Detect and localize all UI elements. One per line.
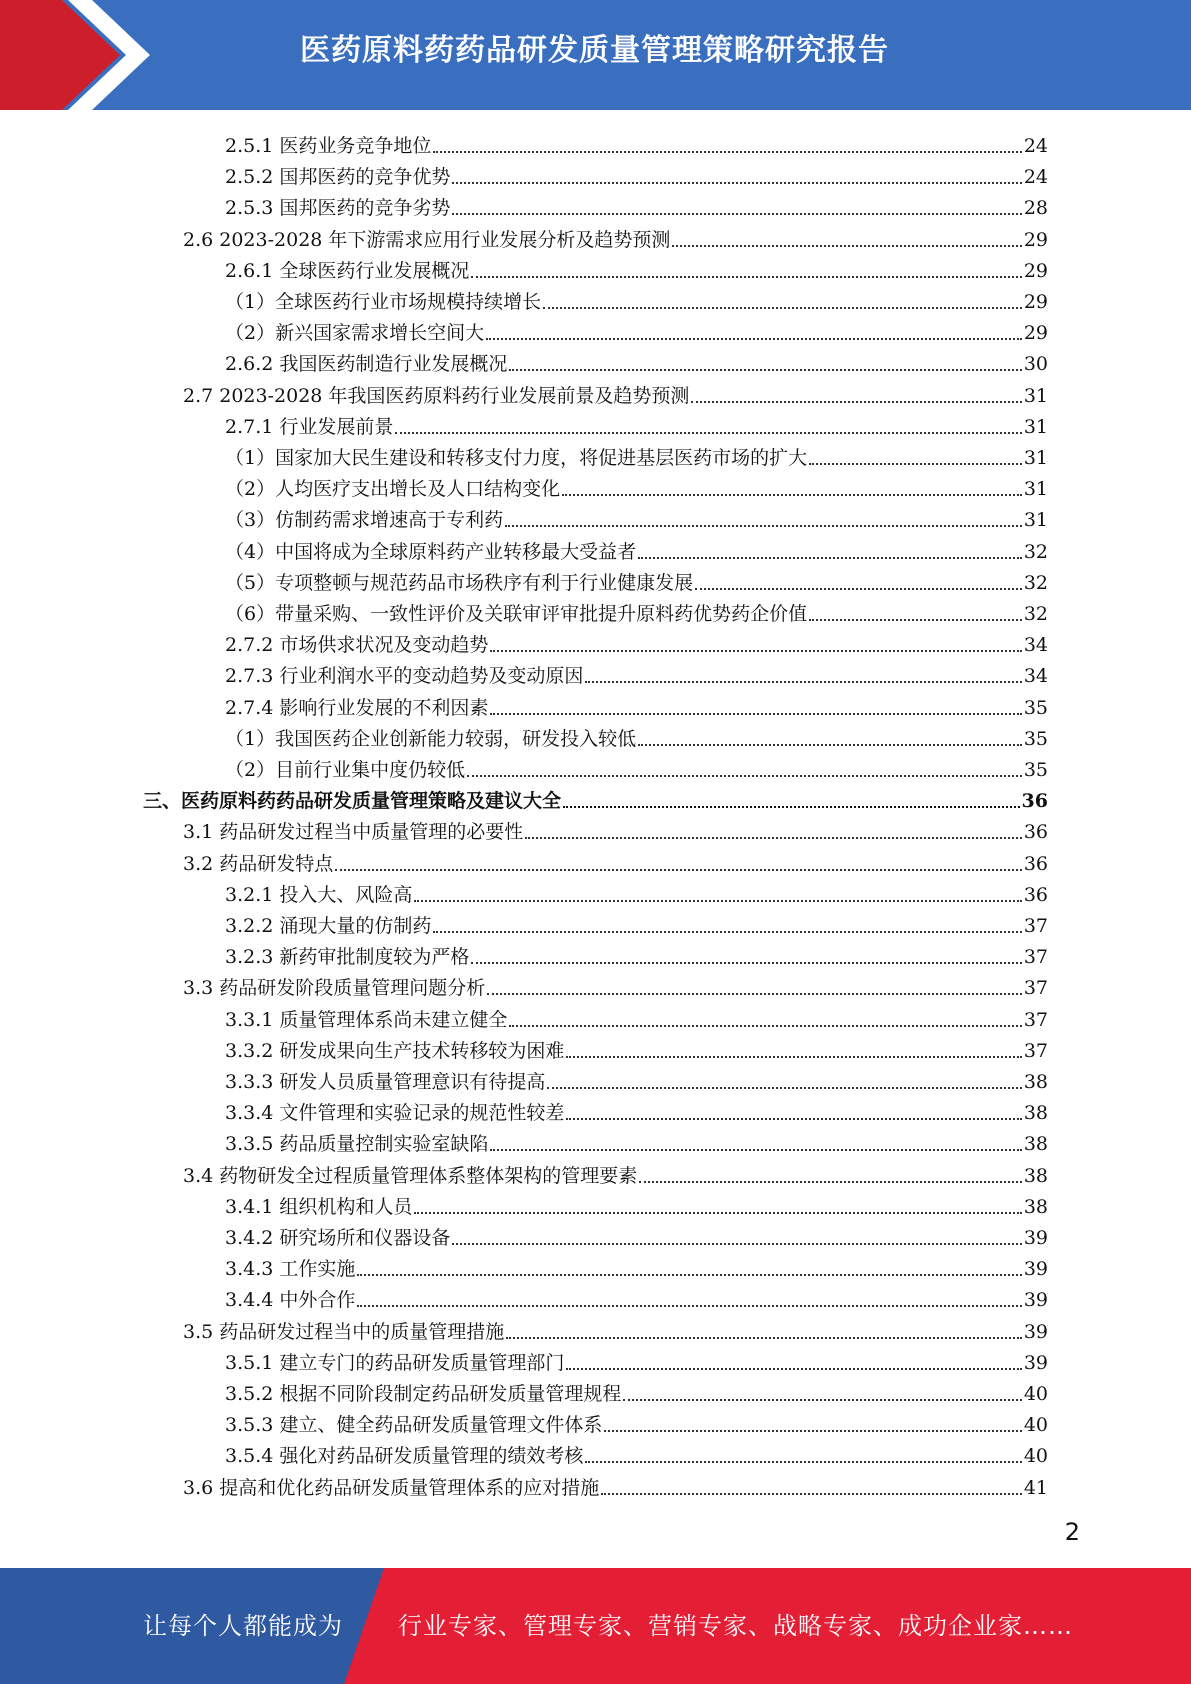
toc-dot-leader — [638, 557, 1022, 559]
page-header — [0, 0, 1191, 110]
toc-entry-page: 31 — [1023, 447, 1048, 469]
toc-entry-page: 38 — [1023, 1102, 1048, 1125]
toc-entry-title: 2.5.3 国邦医药的竞争劣势 — [225, 197, 451, 220]
toc-entry-page: 35 — [1023, 696, 1048, 719]
toc-dot-leader — [601, 1493, 1022, 1495]
toc-entry-title: （1）我国医药企业创新能力较弱，研发投入较低 — [225, 727, 637, 750]
toc-entry-page: 38 — [1023, 1164, 1048, 1187]
toc-entry[interactable] — [183, 221, 1048, 252]
toc-dot-leader — [471, 962, 1021, 964]
toc-entry-page: 39 — [1023, 1289, 1048, 1312]
toc-entry-page: 31 — [1023, 384, 1048, 407]
toc-entry-page: 29 — [1023, 291, 1048, 313]
toc-entry-page: 37 — [1023, 946, 1048, 969]
toc-entry[interactable] — [225, 158, 1048, 189]
toc-entry-title: 3.2.2 涌现大量的仿制药 — [225, 915, 432, 937]
toc-entry-page: 32 — [1023, 540, 1048, 563]
toc-entry-title: 3.3.1 质量管理体系尚未建立健全 — [225, 1008, 508, 1031]
toc-entry-page: 39 — [1023, 1320, 1048, 1343]
toc-entry-title: 2.5.2 国邦医药的竞争优势 — [225, 166, 451, 189]
toc-entry[interactable] — [225, 1032, 1048, 1063]
toc-entry-page: 24 — [1023, 135, 1048, 157]
toc-entry[interactable] — [225, 938, 1048, 969]
toc-dot-leader — [509, 1025, 1021, 1027]
toc-dot-leader — [414, 900, 1021, 902]
toc-dot-leader — [509, 369, 1021, 371]
toc-entry[interactable] — [225, 689, 1048, 720]
toc-entry-page: 31 — [1023, 509, 1048, 532]
toc-dot-leader — [695, 588, 1022, 590]
toc-entry-page: 29 — [1023, 228, 1048, 251]
toc-entry-page: 38 — [1023, 1133, 1048, 1156]
toc-dot-leader — [638, 744, 1022, 746]
toc-entry[interactable] — [225, 533, 1048, 564]
toc-entry-title: 3.5.3 建立、健全药品研发质量管理文件体系 — [225, 1414, 603, 1437]
toc-dot-leader — [809, 619, 1022, 621]
toc-entry[interactable] — [183, 1469, 1048, 1500]
toc-dot-leader — [452, 1243, 1021, 1245]
toc-entry-page: 38 — [1023, 1071, 1048, 1093]
toc-entry-page: 39 — [1023, 1258, 1048, 1281]
toc-entry[interactable] — [225, 314, 1048, 345]
toc-entry-title: 3.5.4 强化对药品研发质量管理的绩效考核 — [225, 1445, 584, 1468]
toc-dot-leader — [490, 1149, 1021, 1151]
toc-entry[interactable] — [225, 1219, 1048, 1250]
toc-entry[interactable] — [225, 751, 1048, 782]
toc-dot-leader — [506, 1337, 1022, 1339]
toc-entry-page: 35 — [1023, 759, 1048, 781]
toc-entry-page: 37 — [1023, 915, 1048, 937]
toc-entry-page: 40 — [1023, 1445, 1048, 1468]
toc-dot-leader — [563, 806, 1020, 808]
toc-entry-page: 30 — [1023, 353, 1048, 376]
toc-entry[interactable] — [225, 252, 1048, 283]
toc-entry-title: （1）国家加大民生建设和转移支付力度，将促进基层医药市场的扩大 — [225, 447, 808, 469]
toc-entry-title: 3.4.1 组织机构和人员 — [225, 1195, 413, 1218]
toc-entry[interactable] — [225, 439, 1048, 470]
toc-entry-page: 39 — [1023, 1227, 1048, 1249]
toc-entry-title: 2.7.4 影响行业发展的不利因素 — [225, 696, 489, 719]
toc-dot-leader — [467, 775, 1022, 777]
toc-dot-leader — [487, 993, 1022, 995]
toc-entry-page: 32 — [1023, 603, 1048, 625]
toc-dot-leader — [585, 1461, 1021, 1463]
toc-entry-title: 3.4 药物研发全过程质量管理体系整体架构的管理要素 — [183, 1164, 638, 1187]
toc-entry[interactable] — [225, 408, 1048, 439]
toc-entry[interactable] — [225, 657, 1048, 688]
toc-entry-title: 3.4.4 中外合作 — [225, 1289, 356, 1312]
toc-entry-title: （1）全球医药行业市场规模持续增长 — [225, 291, 542, 313]
toc-entry-title: 3.3 药品研发阶段质量管理问题分析 — [183, 977, 486, 1000]
toc-entry-title: 3.5.1 建立专门的药品研发质量管理部门 — [225, 1351, 565, 1374]
toc-entry-page: 29 — [1023, 322, 1048, 345]
toc-dot-leader — [486, 338, 1022, 340]
toc-entry-page: 37 — [1023, 1008, 1048, 1031]
toc-entry[interactable] — [183, 969, 1048, 1000]
toc-entry-page: 37 — [1023, 1039, 1048, 1062]
toc-entry[interactable] — [183, 813, 1048, 844]
toc-entry-title: 3.4.3 工作实施 — [225, 1258, 356, 1281]
toc-entry-page: 32 — [1023, 571, 1048, 594]
page-number: 2 — [1064, 1518, 1080, 1546]
page-footer — [0, 1568, 1191, 1684]
toc-entry-title: （2）目前行业集中度仍较低 — [225, 759, 466, 781]
toc-dot-leader — [566, 1056, 1021, 1058]
toc-entry[interactable] — [225, 564, 1048, 595]
toc-entry-page: 40 — [1023, 1414, 1048, 1437]
toc-entry-title: 3.3.2 研发成果向生产技术转移较为困难 — [225, 1039, 565, 1062]
toc-entry-title: 3.5.2 根据不同阶段制定药品研发质量管理规程 — [225, 1383, 622, 1405]
toc-entry-page: 24 — [1023, 166, 1048, 189]
toc-dot-leader — [585, 681, 1021, 683]
toc-dot-leader — [471, 276, 1021, 278]
toc-entry-title: 3.3.3 研发人员质量管理意识有待提高 — [225, 1071, 546, 1093]
toc-entry-page: 34 — [1023, 665, 1048, 688]
toc-dot-leader — [490, 713, 1021, 715]
toc-entry-title: 3.2 药品研发特点 — [183, 852, 334, 875]
toc-entry-title: （6）带量采购、一致性评价及关联审评审批提升原料药优势药企价值 — [225, 603, 808, 625]
toc-entry-page: 40 — [1023, 1383, 1048, 1405]
toc-entry-page: 36 — [1023, 821, 1048, 844]
toc-dot-leader — [433, 931, 1021, 933]
toc-dot-leader — [452, 182, 1021, 184]
toc-entry-page: 28 — [1023, 197, 1048, 220]
toc-entry[interactable] — [225, 720, 1048, 751]
toc-entry-title: 3.2.3 新药审批制度较为严格 — [225, 946, 470, 969]
toc-entry[interactable] — [225, 626, 1048, 657]
toc-entry-page: 31 — [1023, 415, 1048, 438]
toc-dot-leader — [623, 1399, 1021, 1401]
toc-dot-leader — [543, 307, 1022, 309]
toc-entry[interactable] — [225, 470, 1048, 501]
toc-dot-leader — [639, 1181, 1022, 1183]
toc-entry[interactable] — [225, 876, 1048, 907]
toc-entry[interactable] — [225, 595, 1048, 626]
toc-entry[interactable] — [225, 907, 1048, 938]
toc-entry-page: 35 — [1023, 727, 1048, 750]
toc-entry[interactable] — [143, 782, 1048, 813]
toc-entry-title: （5）专项整顿与规范药品市场秩序有利于行业健康发展 — [225, 571, 694, 594]
toc-entry[interactable] — [225, 189, 1048, 220]
toc-dot-leader — [335, 869, 1022, 871]
toc-entry[interactable] — [183, 1157, 1048, 1188]
toc-dot-leader — [395, 432, 1021, 434]
toc-entry[interactable] — [225, 1188, 1048, 1219]
footer-slogan-left: 让每个人都能成为 — [143, 1612, 343, 1640]
toc-entry[interactable] — [225, 127, 1048, 158]
toc-entry-page: 36 — [1023, 852, 1048, 875]
toc-entry-title: 3.1 药品研发过程当中质量管理的必要性 — [183, 821, 524, 844]
toc-entry[interactable] — [183, 1313, 1048, 1344]
toc-entry-title: （2）人均医疗支出增长及人口结构变化 — [225, 478, 561, 501]
toc-entry-title: 2.7.3 行业利润水平的变动趋势及变动原因 — [225, 665, 584, 688]
toc-entry-title: 3.6 提高和优化药品研发质量管理体系的应对措施 — [183, 1476, 600, 1499]
toc-entry-title: 2.7.2 市场供求状况及变动趋势 — [225, 634, 489, 657]
toc-entry-page: 34 — [1023, 634, 1048, 657]
toc-entry-page: 39 — [1023, 1351, 1048, 1374]
toc-entry-title: 2.6 2023-2028 年下游需求应用行业发展分析及趋势预测 — [183, 228, 671, 251]
toc-entry-title: 3.2.1 投入大、风险高 — [225, 883, 413, 906]
toc-dot-leader — [547, 1087, 1021, 1089]
toc-entry[interactable] — [183, 377, 1048, 408]
toc-entry[interactable] — [225, 345, 1048, 376]
toc-dot-leader — [433, 151, 1021, 153]
toc-entry[interactable] — [225, 283, 1048, 314]
toc-entry[interactable] — [225, 1406, 1048, 1437]
toc-entry[interactable] — [225, 1375, 1048, 1406]
toc-dot-leader — [357, 1274, 1021, 1276]
toc-entry-title: 2.6.1 全球医药行业发展概况 — [225, 259, 470, 282]
document-title: 医药原料药药品研发质量管理策略研究报告 — [300, 33, 889, 68]
toc-entry-title: （2）新兴国家需求增长空间大 — [225, 322, 485, 345]
toc-entry[interactable] — [225, 1094, 1048, 1125]
toc-entry-title: 2.7.1 行业发展前景 — [225, 415, 394, 438]
toc-dot-leader — [566, 1368, 1021, 1370]
toc-entry[interactable] — [225, 1250, 1048, 1281]
toc-entry-title: 3.3.4 文件管理和实验记录的规范性较差 — [225, 1102, 565, 1125]
toc-entry-page: 36 — [1021, 790, 1048, 813]
toc-dot-leader — [809, 463, 1022, 465]
toc-dot-leader — [357, 1305, 1021, 1307]
toc-dot-leader — [490, 650, 1021, 652]
toc-entry-page: 31 — [1023, 478, 1048, 501]
toc-entry-page: 36 — [1023, 883, 1048, 906]
toc-entry-title: 2.6.2 我国医药制造行业发展概况 — [225, 353, 508, 376]
toc-entry-title: （4）中国将成为全球原料药产业转移最大受益者 — [225, 540, 637, 563]
toc-entry[interactable] — [225, 501, 1048, 532]
toc-dot-leader — [525, 837, 1022, 839]
toc-entry[interactable] — [225, 1001, 1048, 1032]
toc-entry-page: 41 — [1023, 1476, 1048, 1499]
toc-entry-title: 3.5 药品研发过程当中的质量管理措施 — [183, 1320, 505, 1343]
footer-slogan-right: 行业专家、管理专家、营销专家、战略专家、成功企业家…… — [398, 1612, 1073, 1640]
toc-dot-leader — [452, 213, 1021, 215]
toc-entry[interactable] — [225, 1437, 1048, 1468]
toc-entry[interactable] — [225, 1063, 1048, 1094]
toc-dot-leader — [672, 245, 1021, 247]
toc-entry-title: 2.5.1 医药业务竞争地位 — [225, 135, 432, 157]
toc-dot-leader — [566, 1118, 1021, 1120]
toc-entry-title: 2.7 2023-2028 年我国医药原料药行业发展前景及趋势预测 — [183, 384, 690, 407]
toc-dot-leader — [604, 1430, 1021, 1432]
toc-entry[interactable] — [225, 1281, 1048, 1312]
toc-entry-title: 三、医药原料药药品研发质量管理策略及建议大全 — [143, 790, 562, 813]
toc-entry-title: 3.3.5 药品质量控制实验室缺陷 — [225, 1133, 489, 1156]
toc-entry-page: 29 — [1023, 259, 1048, 282]
toc-entry-page: 38 — [1023, 1195, 1048, 1218]
toc-dot-leader — [414, 1212, 1021, 1214]
toc-entry[interactable] — [225, 1344, 1048, 1375]
toc-dot-leader — [562, 494, 1022, 496]
toc-dot-leader — [505, 525, 1022, 527]
toc-entry[interactable] — [225, 1125, 1048, 1156]
toc-entry-page: 37 — [1023, 977, 1048, 1000]
toc-dot-leader — [691, 401, 1021, 403]
toc-entry-title: 3.4.2 研究场所和仪器设备 — [225, 1227, 451, 1249]
toc-entry[interactable] — [183, 845, 1048, 876]
toc-entry-title: （3）仿制药需求增速高于专利药 — [225, 509, 504, 532]
